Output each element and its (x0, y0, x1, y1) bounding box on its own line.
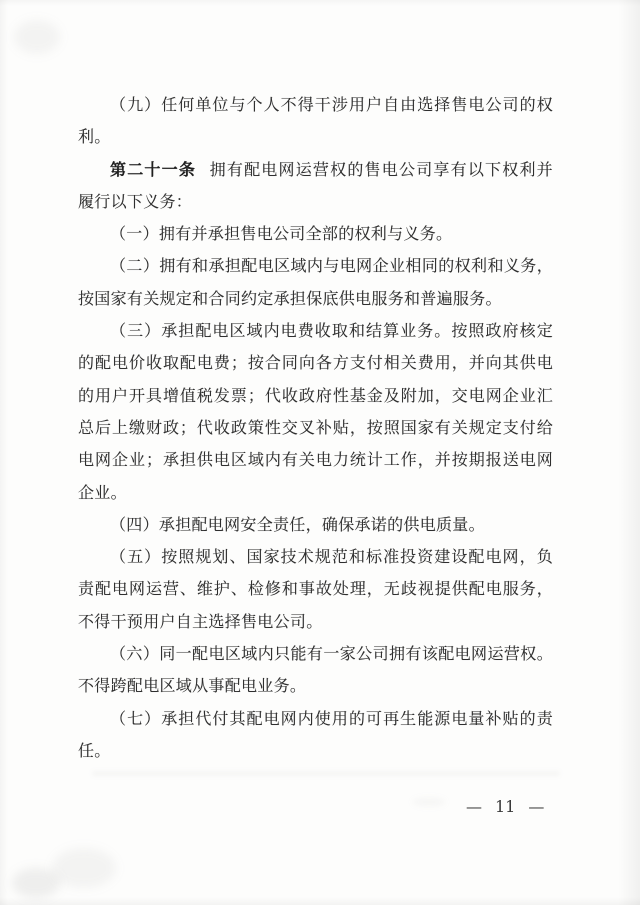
paragraph (78, 218, 553, 250)
document-body (78, 89, 553, 767)
text-line (78, 735, 553, 767)
scan-artifact (12, 868, 60, 898)
footer-dash-left: — (466, 797, 482, 816)
text-line (78, 670, 553, 702)
text-line (78, 573, 553, 605)
text-line (78, 218, 553, 250)
paragraph (78, 315, 553, 509)
text-segment: 电网企业；承担供电区域内有关电力统计工作，并按期报送电网 (78, 450, 553, 470)
paragraph (78, 250, 553, 315)
footer-dash-right: — (528, 797, 545, 816)
text-line (78, 283, 553, 315)
text-segment: （四）承担配电网安全责任，确保承诺的供电质量。 (110, 514, 485, 534)
page-number: 11 (495, 797, 516, 816)
text-line (78, 638, 553, 670)
text-segment: （五）按照规划、国家技术规范和标准投资建设配电网，负 (110, 547, 553, 567)
text-segment: （七）承担代付其配电网内使用的可再生能源电量补贴的责 (110, 708, 553, 728)
text-segment: 按国家有关规定和合同约定承担保底供电服务和普遍服务。 (78, 288, 502, 308)
text-line (78, 606, 553, 638)
text-segment: 利。 (78, 127, 111, 147)
text-segment: 总后上缴财政；代收政策性交叉补贴，按照国家有关规定支付给 (78, 417, 553, 437)
paragraph (78, 89, 553, 154)
article-number-term: 第二十一条 (110, 159, 197, 179)
text-line (78, 703, 553, 735)
paragraph (78, 541, 553, 638)
text-segment: 的配电价收取配电费；按合同向各方支付相关费用，并向其供电 (78, 353, 553, 373)
scan-artifact (412, 797, 446, 807)
paragraph (78, 509, 553, 541)
scan-edge-shade-right (618, 0, 640, 905)
text-segment: （六）同一配电区域内只能有一家公司拥有该配电网运营权。 (110, 644, 553, 664)
scan-artifact (92, 771, 560, 776)
text-line (78, 412, 553, 444)
text-line (78, 347, 553, 379)
text-segment: 任。 (78, 740, 111, 760)
paragraph (78, 703, 553, 768)
text-line (78, 89, 553, 121)
text-line (78, 477, 553, 509)
text-segment: 不得跨配电区域从事配电业务。 (78, 676, 307, 696)
scan-edge-shade-bottom (0, 897, 640, 905)
text-line (78, 154, 553, 186)
text-line (78, 380, 553, 412)
text-segment: 不得干预用户自主选择售电公司。 (78, 611, 323, 631)
text-line (78, 121, 553, 153)
text-line (78, 186, 553, 218)
text-segment: 拥有配电网运营权的售电公司享有以下权利并 (209, 159, 553, 179)
scan-artifact (52, 848, 116, 888)
page-footer (466, 797, 544, 816)
text-segment: 履行以下义务： (78, 191, 193, 211)
text-line (78, 509, 553, 541)
paragraph (78, 638, 553, 703)
text-line (78, 444, 553, 476)
scan-edge-shade-top (0, 0, 640, 6)
text-segment: 的用户开具增值税发票；代收政府性基金及附加，交电网企业汇 (78, 385, 553, 405)
text-segment: 责配电网运营、维护、检修和事故处理，无歧视提供配电服务， (78, 579, 553, 599)
text-segment: （一）拥有并承担售电公司全部的权利与义务。 (110, 224, 453, 244)
scan-artifact (14, 20, 60, 54)
scan-edge-shade-left (0, 0, 8, 905)
text-line (78, 541, 553, 573)
paragraph (78, 154, 553, 219)
text-segment: （九）任何单位与个人不得干涉用户自由选择售电公司的权 (110, 95, 553, 114)
text-segment: 企业。 (78, 482, 127, 502)
text-segment: （三）承担配电区域内电费收取和结算业务。按照政府核定 (110, 321, 553, 341)
text-line (78, 250, 553, 282)
text-line (78, 315, 553, 347)
text-segment: （二）拥有和承担配电区域内与电网企业相同的权利和义务， (110, 256, 553, 276)
